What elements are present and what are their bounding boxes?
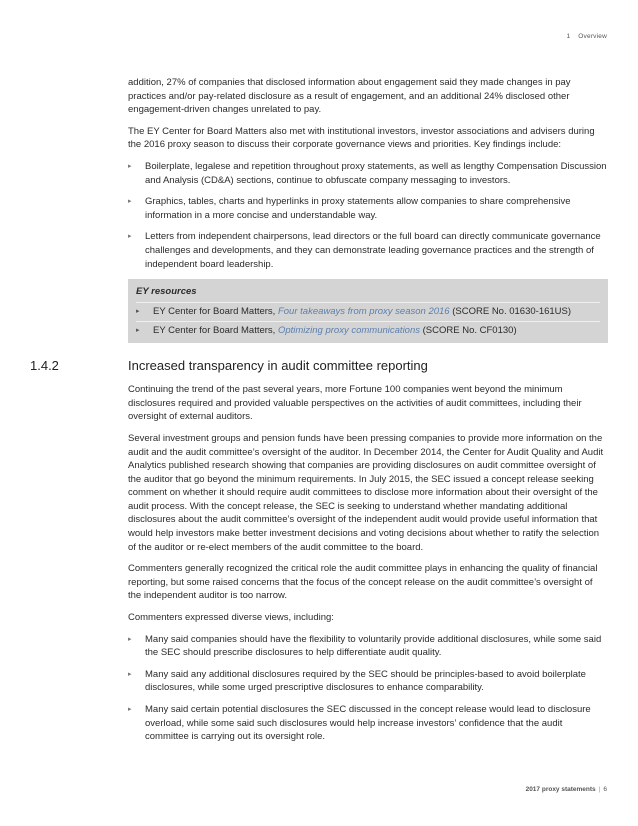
paragraph: Commenters expressed diverse views, including: <box>128 612 334 624</box>
triangle-bullet-icon: ▸ <box>128 670 132 678</box>
running-header <box>566 33 607 40</box>
paragraph: Continuing the trend of the past several years, more Fortune 100 companies went beyond the minimum disclosures required and provided valuable perspectives on the activities of audit committees, including their oversight of external auditors. <box>128 384 582 423</box>
list-item-text: Letters from independent chairpersons, lead directors or the full board can directly communicate governance challenges and developments, and they can demonstrate leading governance practices and the strength of independent board leadership. <box>145 231 601 270</box>
list-item <box>128 195 608 222</box>
resources-title: EY resources <box>136 286 197 298</box>
list-item-text: Many said certain potential disclosures the SEC discussed in the concept release would lead to disclosure overload, while some said such disclosures would help increase investors’ confidence that the audit committee is carrying out its oversight role. <box>145 704 591 743</box>
list-item <box>128 633 608 660</box>
triangle-bullet-icon: ▸ <box>136 308 140 316</box>
triangle-bullet-icon: ▸ <box>128 635 132 643</box>
ey-resources-box <box>128 279 608 343</box>
section-heading <box>30 357 608 375</box>
list-item-text: Boilerplate, legalese and repetition throughout proxy statements, as well as lengthy Compensation Discussion and Analysis (CD&A) sections, continue to obfuscate company messaging to investors. <box>145 160 607 186</box>
list-item-text: Many said any additional disclosures required by the SEC should be principles-based to avoid boilerplate disclosures, while some urged prescriptive disclosures to enhance comparability. <box>145 668 586 694</box>
views-list <box>128 633 608 744</box>
resource-suffix: (SCORE No. CF0130) <box>420 325 517 337</box>
resource-item <box>136 321 600 340</box>
list-item-text: Many said companies should have the flexibility to voluntarily provide additional disclosures, while some said the SEC should prescribe disclosures to help differentiate audit quality. <box>145 633 602 659</box>
chapter-title: Overview <box>578 33 607 40</box>
resource-prefix: EY Center for Board Matters, <box>153 325 278 337</box>
resource-prefix: EY Center for Board Matters, <box>153 306 278 318</box>
triangle-bullet-icon: ▸ <box>128 233 132 241</box>
resource-link[interactable]: Four takeaways from proxy season 2016 <box>277 306 450 318</box>
paragraph: The EY Center for Board Matters also met with institutional investors, investor associations and advisers during the 2016 proxy season to discuss their corporate governance views and priorities. Key findings include: <box>128 125 595 151</box>
triangle-bullet-icon: ▸ <box>128 706 132 713</box>
chapter-number: 1 <box>566 33 571 40</box>
triangle-bullet-icon: ▸ <box>128 198 132 206</box>
page-content <box>30 76 608 752</box>
page-footer <box>526 786 607 793</box>
section-title: Increased transparency in audit committee reporting <box>128 358 428 374</box>
document-title: 2017 proxy statements <box>525 786 596 793</box>
section-number: 1.4.2 <box>30 358 59 374</box>
resource-link[interactable]: Optimizing proxy communications <box>277 325 420 337</box>
paragraph: Commenters generally recognized the critical role the audit committee plays in enhancing the quality of financial reporting, but some raised concerns that the focus of the concept release on the audit committee’s oversight of the independent auditor is too narrow. <box>128 563 598 602</box>
triangle-bullet-icon: ▸ <box>136 327 140 335</box>
list-item <box>128 160 608 187</box>
list-item <box>128 230 608 271</box>
list-item-text: Graphics, tables, charts and hyperlinks in proxy statements allow companies to share comprehensive information in a more concise and understandable way. <box>145 196 571 221</box>
footer-separator: | <box>598 786 601 793</box>
list-item <box>128 703 608 744</box>
paragraph: Several investment groups and pension funds have been pressing companies to provide more information on the audit and the audit committee’s oversight of the auditor. In December 2014, the Center for Audit Quality and Audit Analytics published research showing that companies are providing disclosures on audit committee oversight of the auditor that go beyond the minimum requirements. In July 2015, the SEC issued a concept release seeking comment on whether it should require audit committees to disclose more information about their oversight of the audit process. With the concept release, the SEC is seeking to understand whether mandating additional disclosures about the audit committee’s oversight of the independent audit would provide useful information that would help investors make better investment decisions and voting decisions about whether to ratify the selection of the auditor or re-elect members of the audit committee to the board. <box>128 432 604 553</box>
findings-list <box>128 160 608 271</box>
resource-suffix: (SCORE No. 01630-161US) <box>449 306 572 318</box>
list-item <box>128 668 608 695</box>
triangle-bullet-icon: ▸ <box>128 162 132 170</box>
page-number: 6 <box>603 786 607 793</box>
resource-item <box>136 302 600 321</box>
paragraph: addition, 27% of companies that disclosed information about engagement said they made changes in pay practices and/or pay-related disclosure as a result of engagement, and an additional 24% disclosed other engagement-driven changes unrelated to pay. <box>128 77 571 116</box>
